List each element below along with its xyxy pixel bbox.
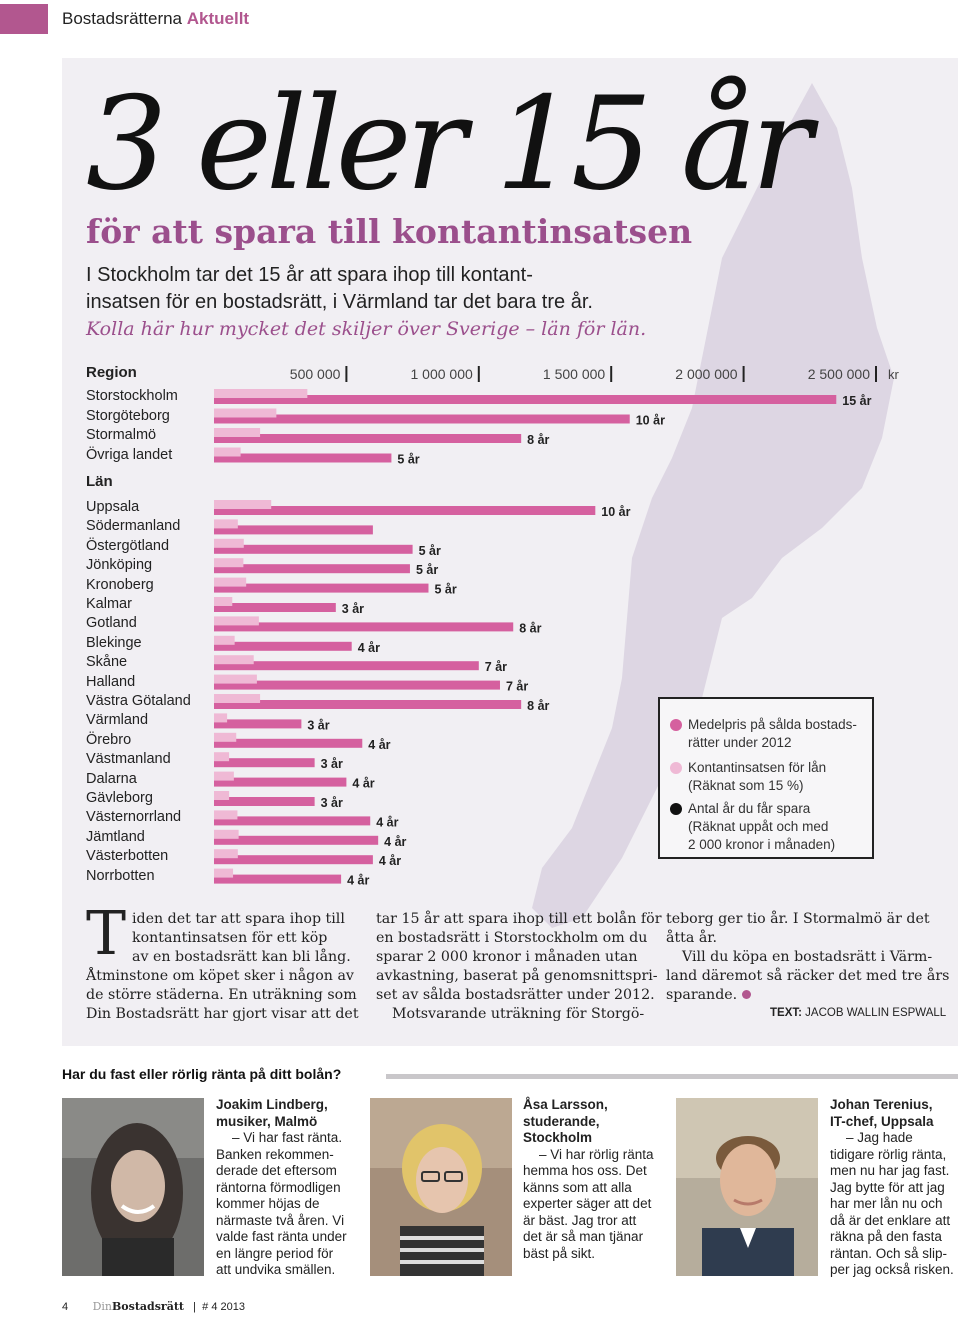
deposit-bar [214,810,237,819]
person-title: IT-chef, Uppsala [830,1113,934,1129]
row-label: Gävleborg [86,790,153,806]
legend-price-text: Medelpris på sålda bostads- [688,717,857,732]
person-name: Joakim Lindberg, [216,1097,328,1112]
article-line: kontantinsatsen för ett köp [132,930,328,946]
quote-line: är bäst. Jag tror att [523,1212,637,1228]
quote-line: – Vi har rörlig ränta [539,1146,654,1162]
price-dot-icon [670,719,682,731]
region-header: Region [86,364,137,381]
intro-line: I Stockholm tar det 15 år att spara ihop till kontant- [86,264,533,286]
heading-rule [386,1074,958,1079]
deposit-bar [214,539,244,548]
legend-deposit-text: (Räknat som 15 %) [688,778,804,793]
deposit-bar [214,389,307,398]
row-label: Stormalmö [86,427,157,443]
row-label: Blekinge [86,634,142,651]
deposit-bar [214,428,260,437]
magazine-prefix: Din [92,1300,112,1313]
article-line: sparar 2 000 kronor i månaden utan [376,949,638,965]
quote-line: experter säger att det [523,1196,652,1211]
quote-line: per jag också risken. [830,1262,954,1277]
row-label: Norrbotten [86,867,155,884]
years-label: 8 år [519,621,542,636]
row-label: Västernorrland [86,809,182,826]
article-line: tar 15 år att spara ihop till ett bolån för [376,911,662,927]
years-label: 10 år [601,505,631,519]
article-line: teborg ger tio år. I Stormalmö är det [666,911,930,927]
years-label: 10 år [635,413,665,428]
row-label: Kalmar [86,596,132,612]
deposit-bar [214,409,276,418]
quote-line: räkna på den fasta [830,1229,942,1244]
years-label: 4 år [384,834,407,849]
article-line: Vill du köpa en bostadsrätt i Värm- [682,949,933,965]
row-label: Jönköping [86,557,153,574]
years-label: 3 år [307,718,330,733]
price-bar [214,545,413,554]
row-label: Storgöteborg [86,407,170,424]
quote-line: räntan. Och så slip- [830,1245,948,1261]
row-label: Uppsala [86,499,140,515]
deposit-bar [214,519,238,528]
deposit-bar [214,733,236,742]
article-line: set av sålda bostadsrätter under 2012. [376,987,655,1003]
quote-line: att undvika smällen. [216,1262,336,1277]
row-label: Skåne [86,654,128,671]
quote-line: känns som att alla [523,1179,632,1195]
drop-cap: T [86,899,127,969]
legend-years-text: Antal år du får spara [688,801,811,816]
quote-line: Jag bytte för att jag [830,1179,945,1195]
quote-line: men nu har jag fast. [830,1163,950,1178]
row-label: Värmland [86,712,149,729]
deposit-dot-icon [670,762,682,774]
deposit-bar [214,578,246,587]
tick-label: 1 500 000 [542,366,606,382]
person-title: musiker, Malmö [216,1113,318,1129]
legend-price-text: rätter under 2012 [688,735,792,750]
byline-label: TEXT: [770,1007,802,1019]
deposit-bar [214,772,234,781]
quote-line: derade det eftersom [216,1163,337,1178]
article-line: de större städerna. En uträkning som [86,987,357,1003]
article-line: land däremot så räcker det med tre års [666,968,950,984]
person-quote-asa [523,1097,654,1262]
years-label: 5 år [415,563,439,578]
article-column-2 [376,910,662,1024]
person-photo-joakim [62,1098,204,1276]
end-mark-icon [742,990,751,999]
quote-line: hemma hos oss. Det [523,1163,647,1178]
main-title: 3 eller 15 år [86,70,807,219]
article-line: av en bostadsrätt kan bli lång. [132,949,351,965]
person-city: Stockholm [523,1130,593,1145]
person-name: Åsa Larsson, [523,1097,608,1112]
row-label: Östergötland [86,537,170,554]
row-label: Övriga landet [86,446,173,463]
years-label: 4 år [378,854,402,869]
quote-line: kommer höjas de [216,1196,320,1211]
article-line: Åtminstone om köpet sker i någon av [86,968,354,984]
tick-label: 2 500 000 [807,366,870,382]
article-line: en bostadsrätt i Storstockholm om du [376,930,648,946]
article-line: sparande. [666,987,738,1003]
years-label: 8 år [527,699,550,713]
deposit-bar [214,636,235,645]
row-label: Kronoberg [86,576,154,593]
article-line: åtta år. [666,930,718,946]
deposit-bar [214,791,229,800]
article-line: Din Bostadsrätt har gjort visar att det [86,1006,359,1022]
price-bar [214,681,500,690]
quote-line: Banken rekommen- [216,1146,334,1162]
years-label: 3 år [320,757,343,772]
years-label: 4 år [376,815,399,830]
byline [770,1007,946,1019]
chart-legend [658,697,874,859]
quote-line: – Jag hade [846,1130,913,1145]
subsection-name: Aktuellt [186,9,250,28]
person-quote-johan [830,1097,954,1279]
years-label: 5 år [418,543,441,558]
subtitle: för att spara till kontantinsatsen [86,212,693,251]
legend-deposit-text: Kontantinsatsen för lån [688,760,827,775]
quote-line: – Vi har fast ränta. [232,1130,343,1145]
deposit-bar [214,500,271,509]
deposit-bar [214,713,227,722]
magazine-name: Bostadsrätt [112,1300,185,1313]
axis-unit-label: kr [888,367,899,382]
years-label: 8 år [527,433,550,447]
quote-line: en längre period för [216,1245,334,1261]
deposit-bar [214,694,260,703]
deposit-bar [214,675,257,684]
deposit-bar [214,597,232,606]
row-label: Västmanland [86,751,171,768]
person-photo-johan [676,1098,818,1276]
years-label: 15 år [842,394,872,408]
quote-line: har mer lån nu och [830,1196,943,1211]
deposit-bar [214,869,233,878]
county-header: Län [86,473,113,490]
question-heading: Har du fast eller rörlig ränta på ditt bolån? [62,1066,342,1082]
deposit-bar [214,558,243,567]
article-line: Motsvarande uträkning för Storgö- [392,1006,645,1022]
row-label: Storstockholm [86,388,178,404]
person-photo-asa [370,1098,512,1276]
years-label: 4 år [368,737,391,752]
byline-name: JACOB WALLIN ESPWALL [805,1007,947,1019]
legend-years-text: 2 000 kronor i månaden) [688,837,836,852]
quote-line: bäst på sikt. [523,1245,596,1261]
quote-line: då är det enklare att [830,1212,951,1228]
quote-line: räntorna förmodligen [216,1179,341,1195]
row-label: Västra Götaland [86,693,191,709]
years-label: 7 år [505,679,529,694]
article-line: iden det tar att spara ihop till [132,911,345,927]
row-label: Södermanland [86,518,181,535]
years-label: 4 år [357,640,380,655]
deposit-bar [214,849,238,858]
years-label: 5 år [397,452,420,467]
row-label: Västerbotten [86,848,169,865]
years-label: 4 år [347,873,370,888]
legend-years-text: (Räknat uppåt och med [688,819,829,834]
article-column-1b [86,967,359,1024]
article-column-1a [132,910,351,967]
deposit-bar [214,830,239,839]
row-label: Örebro [86,731,132,748]
intro-italic-line: Kolla här hur mycket det skiljer över Sverige – län för län. [86,318,647,340]
quote-line: valde fast ränta under [216,1229,347,1244]
quote-line: tidigare rörlig ränta, [830,1146,947,1162]
quote-line: det är så man tjänar [523,1229,644,1244]
deposit-bar [214,448,241,457]
deposit-bar [214,655,254,664]
deposit-bar [214,616,259,625]
years-label: 7 år [484,660,508,675]
person-title: studerande, [523,1113,600,1129]
tick-label: 500 000 [289,366,341,382]
row-label: Dalarna [86,770,137,787]
article-column-3 [666,910,949,1005]
years-label: 3 år [341,602,365,616]
section-name: Bostadsrätterna [62,9,183,28]
quote-line: närmaste två åren. Vi [216,1212,345,1228]
row-label: Jämtland [86,828,145,845]
page-footer: 4 DinBostadsrätt | # 4 2013 [62,1300,245,1313]
article-line: avkastning, baserat på genomsnittspri- [376,968,658,984]
row-label: Gotland [86,615,137,632]
page-number: 4 [62,1301,69,1313]
intro-line: insatsen för en bostadsrätt, i Värmland tar det bara tre år. [86,291,593,313]
row-label: Halland [86,673,136,690]
issue-number: # 4 2013 [202,1301,245,1313]
years-label: 3 år [320,796,343,810]
tick-label: 2 000 000 [675,366,738,382]
tick-label: 1 000 000 [410,366,473,382]
deposit-bar [214,752,229,761]
person-name: Johan Terenius, [830,1097,933,1112]
years-dot-icon [670,803,682,815]
years-label: 5 år [434,582,457,597]
person-quote-joakim [216,1097,347,1279]
years-label: 4 år [352,776,375,791]
